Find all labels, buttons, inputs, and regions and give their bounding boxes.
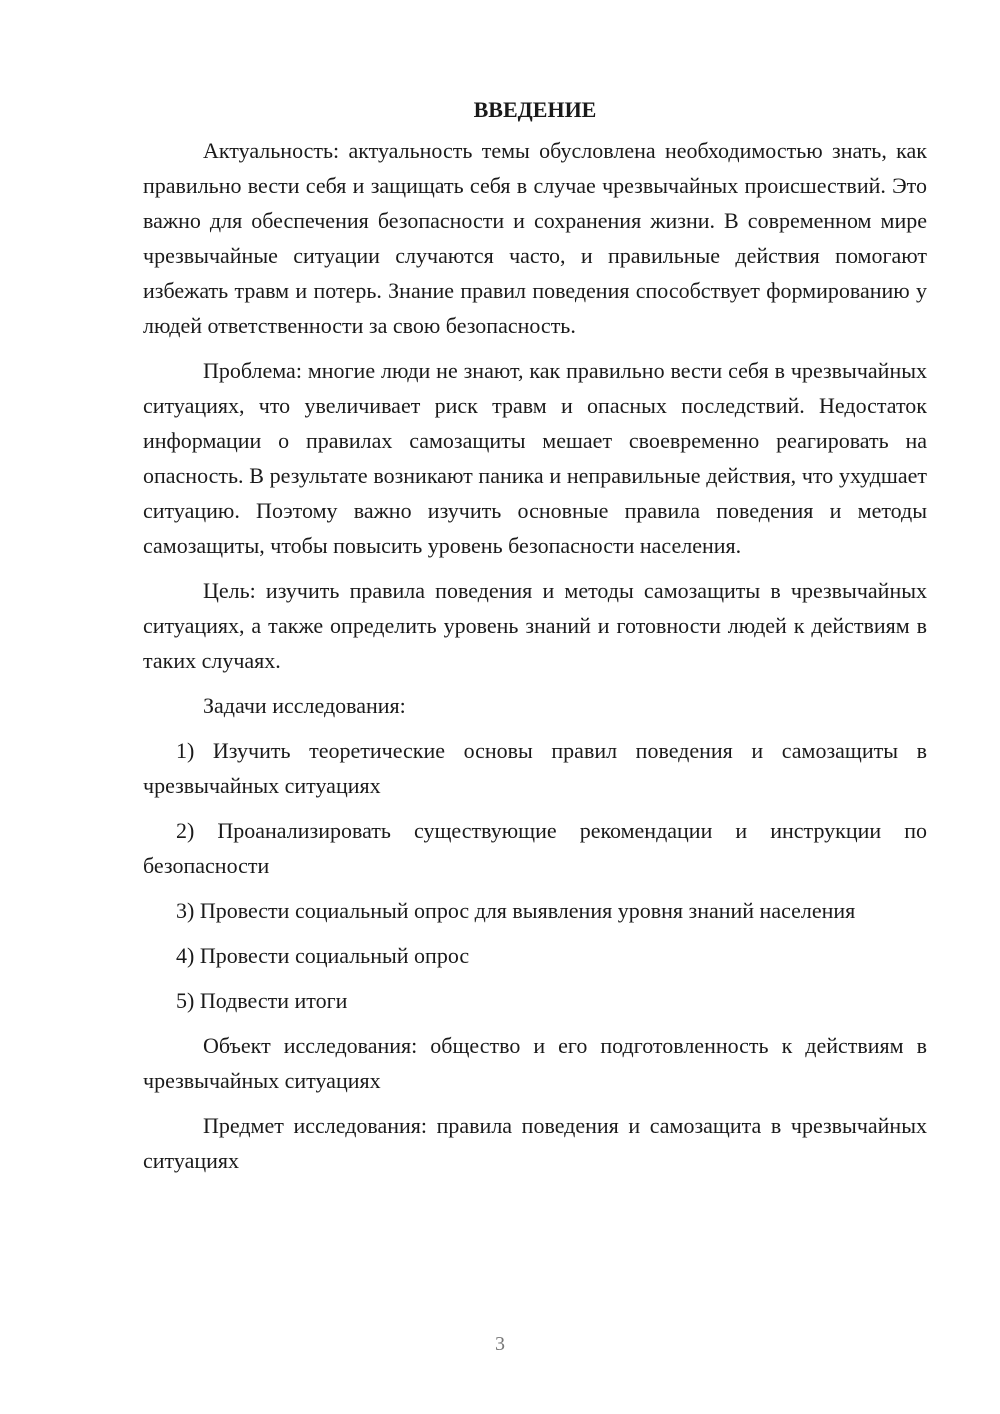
relevance-paragraph: Актуальность: актуальность темы обусловлена необходимостью знать, как правильно вести себя и защищать себя в случае чрезвычайных происшествий. Это важно для обеспечения безопасности и сохранения жизни. В современном мире чрезвычайные ситуации случаются часто, и правильные действия помогают избежать травм и потерь. Знание правил поведения способствует формированию у людей ответственности за свою безопасность. (143, 138, 927, 338)
page-title: ВВЕДЕНИЕ (473, 97, 597, 122)
task-item-5: 5) Подвести итоги (176, 988, 348, 1013)
task-item-2: 2) Проанализировать существующие рекомендации и инструкции по безопасности (143, 818, 927, 878)
object-paragraph: Объект исследования: общество и его подготовленность к действиям в чрезвычайных ситуациях (143, 1033, 927, 1093)
task-item-1: 1) Изучить теоретические основы правил поведения и самозащиты в чрезвычайных ситуациях (143, 738, 927, 798)
tasks-heading: Задачи исследования: (203, 693, 406, 718)
task-item-4: 4) Провести социальный опрос (176, 943, 470, 968)
subject-paragraph: Предмет исследования: правила поведения и самозащита в чрезвычайных ситуациях (143, 1113, 927, 1173)
goal-paragraph: Цель: изучить правила поведения и методы самозащиты в чрезвычайных ситуациях, а также определить уровень знаний и готовности людей к действиям в таких случаях. (143, 578, 927, 673)
document-page (143, 92, 927, 1188)
problem-paragraph: Проблема: многие люди не знают, как правильно вести себя в чрезвычайных ситуациях, что увеличивает риск травм и опасных последствий. Недостаток информации о правилах самозащиты мешает своевременно реагировать на опасность. В результате возникают паника и неправильные действия, что ухудшает ситуацию. Поэтому важно изучить основные правила поведения и методы самозащиты, чтобы повысить уровень безопасности населения. (143, 358, 927, 558)
page-number: 3 (495, 1333, 505, 1355)
task-item-3: 3) Провести социальный опрос для выявления уровня знаний населения (176, 898, 856, 923)
